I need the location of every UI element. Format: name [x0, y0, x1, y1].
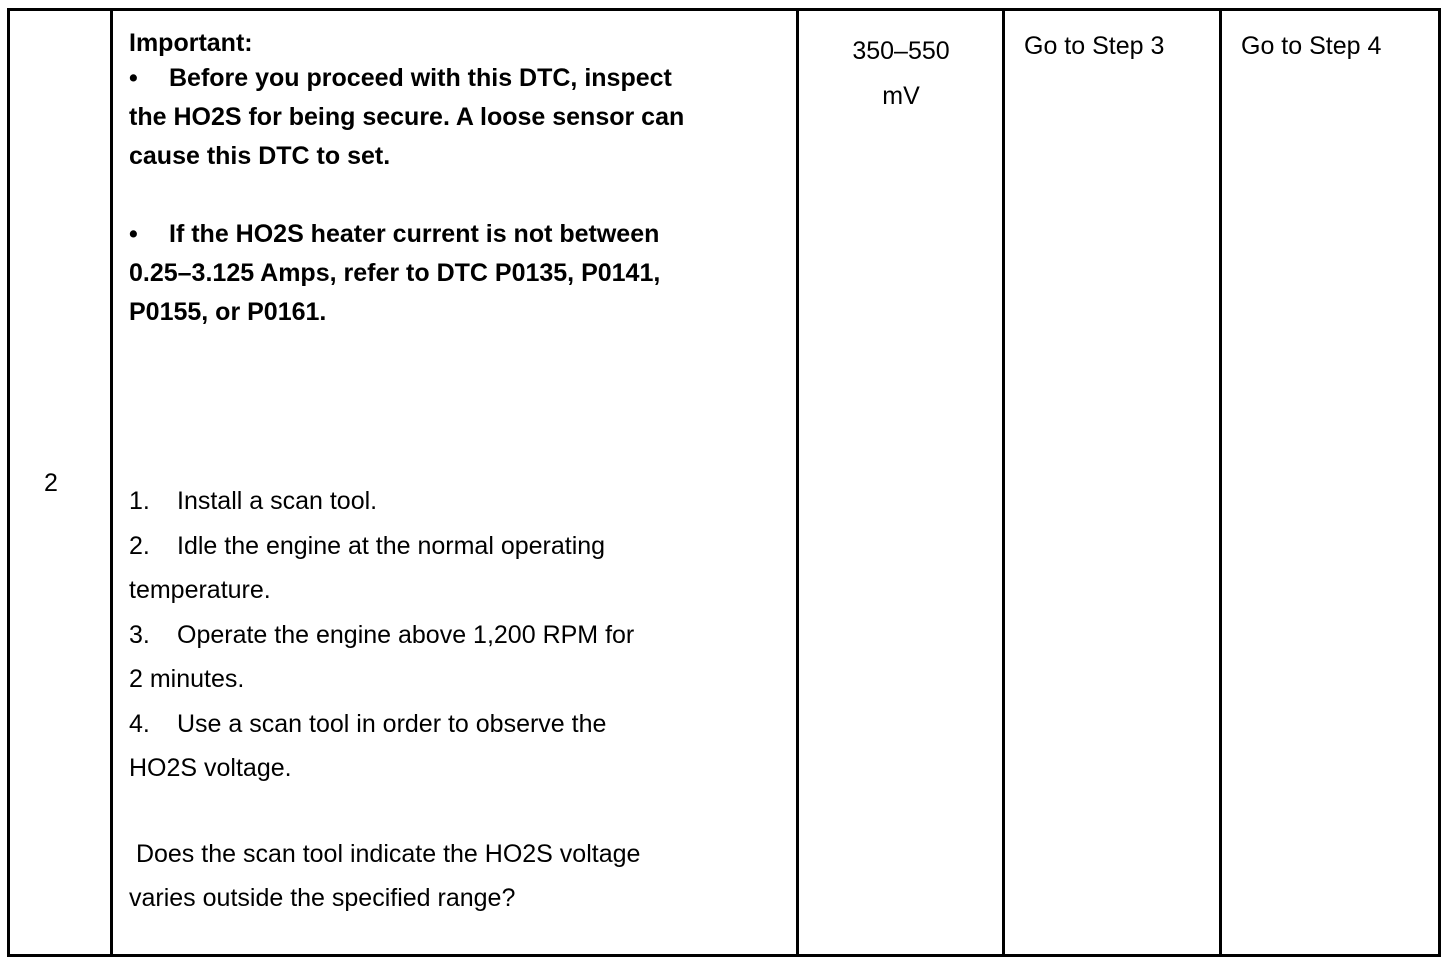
no-action: Go to Step 4	[1241, 32, 1382, 60]
list-item: 2. Idle the engine at the normal operating	[129, 524, 769, 569]
yes-action: Go to Step 3	[1024, 32, 1165, 60]
list-item-continuation: HO2S voltage.	[129, 754, 292, 782]
step-number: 2	[44, 469, 58, 497]
list-item: 3. Operate the engine above 1,200 RPM for	[129, 613, 769, 658]
note-line: 0.25–3.125 Amps, refer to DTC P0135, P0141,	[129, 259, 661, 287]
note-line: If the HO2S heater current is not between	[169, 220, 660, 248]
column-divider	[110, 8, 113, 957]
list-number: 3.	[129, 620, 150, 649]
list-item-continuation: 2 minutes.	[129, 665, 245, 693]
column-divider	[796, 8, 799, 957]
note-line: Before you proceed with this DTC, inspect	[169, 64, 672, 92]
column-divider	[1219, 8, 1222, 957]
value-unit: mV	[882, 82, 920, 110]
list-number: 2.	[129, 531, 150, 560]
column-divider	[1002, 8, 1005, 957]
question-line: varies outside the specified range?	[129, 883, 516, 912]
list-item-continuation: temperature.	[129, 576, 271, 604]
important-note-1	[129, 59, 769, 176]
list-item: 1. Install a scan tool.	[129, 479, 769, 524]
note-line: cause this DTC to set.	[129, 142, 391, 170]
important-note-2	[129, 215, 769, 332]
action-cell	[129, 28, 769, 920]
note-line: P0155, or P0161.	[129, 298, 327, 326]
bullet-icon: •	[129, 220, 138, 248]
list-number: 4.	[129, 709, 150, 738]
note-line: the HO2S for being secure. A loose sensor can	[129, 103, 685, 131]
value-range: 350–550	[852, 37, 950, 65]
question-line: Does the scan tool indicate the HO2S voltage	[129, 839, 641, 868]
important-title: Important:	[129, 29, 253, 57]
list-number: 1.	[129, 487, 150, 515]
bullet-icon: •	[129, 64, 138, 92]
procedure-list	[129, 479, 769, 791]
list-item: 4. Use a scan tool in order to observe the	[129, 702, 769, 747]
value-cell	[801, 29, 1001, 119]
